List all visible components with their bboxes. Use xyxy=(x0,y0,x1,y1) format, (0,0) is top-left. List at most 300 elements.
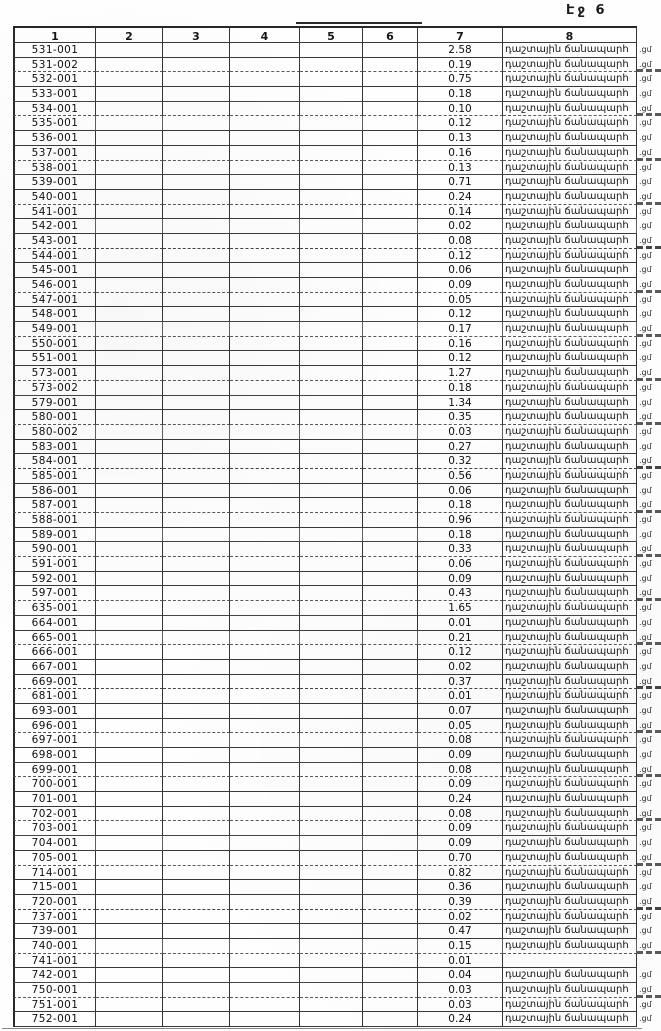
parcel-code-cell: 540-001 xyxy=(13,190,96,205)
empty-cell-col3 xyxy=(163,513,230,528)
empty-cell-col5 xyxy=(300,836,363,851)
table-row xyxy=(13,792,661,807)
parcel-code-cell: 635-001 xyxy=(13,601,96,616)
parcel-code-cell: 700-001 xyxy=(13,777,96,792)
empty-cell-col5 xyxy=(300,542,363,557)
description-cell: դաշտային ճանապարհ xyxy=(503,293,637,308)
parcel-code-cell: 740-001 xyxy=(13,939,96,954)
empty-cell-col6 xyxy=(363,425,418,440)
scan-artifact-line xyxy=(296,22,422,24)
empty-cell-col5 xyxy=(300,572,363,587)
parcel-code-cell: 587-001 xyxy=(13,498,96,513)
area-value-cell: 0.08 xyxy=(418,733,503,748)
empty-cell-col2 xyxy=(96,131,163,146)
parcel-code-cell: 588-001 xyxy=(13,513,96,528)
empty-cell-col3 xyxy=(163,821,230,836)
parcel-code-cell: 667-001 xyxy=(13,660,96,675)
area-value-cell: 0.96 xyxy=(418,513,503,528)
description-cell: դաշտային ճանապարհ xyxy=(503,161,637,176)
empty-cell-col3 xyxy=(163,410,230,425)
empty-cell-col2 xyxy=(96,161,163,176)
empty-cell-col6 xyxy=(363,263,418,278)
edge-overflow-fragment: .ցմ xyxy=(637,719,661,734)
edge-overflow-fragment: .ցմ xyxy=(639,794,652,804)
empty-cell-col5 xyxy=(300,175,363,190)
area-value-cell: 0.05 xyxy=(418,719,503,734)
empty-cell-col6 xyxy=(363,895,418,910)
description-cell: դաշտային ճանապարհ xyxy=(503,807,637,822)
column-header-1: 1 xyxy=(13,26,96,43)
empty-cell-col2 xyxy=(96,542,163,557)
empty-cell-col6 xyxy=(363,366,418,381)
area-value-cell: 0.02 xyxy=(418,219,503,234)
empty-cell-col6 xyxy=(363,968,418,983)
edge-overflow-fragment: .ցմ xyxy=(639,647,652,657)
empty-cell-col2 xyxy=(96,645,163,660)
description-cell: դաշտային ճանապարհ xyxy=(503,763,637,778)
edge-overflow-fragment: .ցմ xyxy=(639,177,652,187)
empty-cell-col5 xyxy=(300,792,363,807)
edge-overflow-fragment: .ցմ xyxy=(639,617,652,627)
empty-cell-col5 xyxy=(300,43,363,58)
empty-cell-col4 xyxy=(230,322,300,337)
parcel-code-cell: 681-001 xyxy=(13,689,96,704)
empty-cell-col2 xyxy=(96,851,163,866)
table-row xyxy=(13,924,661,939)
empty-cell-col4 xyxy=(230,72,300,87)
table-row xyxy=(13,190,661,205)
table-row xyxy=(13,278,661,293)
edge-overflow-fragment: .ցմ xyxy=(637,366,661,381)
empty-cell-col2 xyxy=(96,498,163,513)
empty-cell-col5 xyxy=(300,337,363,352)
table-row xyxy=(13,645,661,660)
empty-cell-col5 xyxy=(300,616,363,631)
parcel-code-cell: 584-001 xyxy=(13,454,96,469)
empty-cell-col6 xyxy=(363,72,418,87)
description-cell: դաշտային ճանապարհ xyxy=(503,366,637,381)
empty-cell-col2 xyxy=(96,733,163,748)
table-row xyxy=(13,939,661,954)
description-cell: դաշտային ճանապարհ xyxy=(503,131,637,146)
edge-overflow-fragment: .ցմ xyxy=(639,89,652,99)
edge-overflow-fragment: .ցմ xyxy=(637,983,661,998)
empty-cell-col2 xyxy=(96,748,163,763)
empty-cell-col3 xyxy=(163,572,230,587)
empty-cell-col3 xyxy=(163,924,230,939)
empty-cell-col2 xyxy=(96,381,163,396)
area-value-cell: 0.47 xyxy=(418,924,503,939)
empty-cell-col6 xyxy=(363,337,418,352)
parcel-code-cell: 542-001 xyxy=(13,219,96,234)
edge-overflow-fragment: .ցմ xyxy=(639,485,652,495)
empty-cell-col6 xyxy=(363,513,418,528)
area-value-cell: 0.09 xyxy=(418,278,503,293)
empty-cell-col6 xyxy=(363,1012,418,1027)
empty-cell-col5 xyxy=(300,645,363,660)
area-value-cell: 0.12 xyxy=(418,249,503,264)
edge-overflow-fragment: .ցմ xyxy=(639,221,652,231)
empty-cell-col3 xyxy=(163,190,230,205)
empty-cell-col4 xyxy=(230,939,300,954)
edge-overflow-fragment: .ցմ xyxy=(639,206,652,216)
parcel-code-cell: 536-001 xyxy=(13,131,96,146)
empty-cell-col2 xyxy=(96,410,163,425)
area-value-cell: 0.07 xyxy=(418,704,503,719)
area-value-cell: 0.09 xyxy=(418,777,503,792)
edge-overflow-fragment: .ցմ xyxy=(637,322,661,337)
empty-cell-col3 xyxy=(163,866,230,881)
table-row xyxy=(13,1012,661,1027)
empty-cell-col5 xyxy=(300,601,363,616)
description-cell: դաշտային ճանապարհ xyxy=(503,572,637,587)
empty-cell-col2 xyxy=(96,807,163,822)
description-cell: դաշտային ճանապարհ xyxy=(503,836,637,851)
parcel-code-cell: 549-001 xyxy=(13,322,96,337)
table-row xyxy=(13,719,661,734)
empty-cell-col2 xyxy=(96,763,163,778)
empty-cell-col3 xyxy=(163,586,230,601)
empty-cell-col2 xyxy=(96,704,163,719)
empty-cell-col4 xyxy=(230,219,300,234)
table-row xyxy=(13,205,661,220)
parcel-code-cell: 539-001 xyxy=(13,175,96,190)
empty-cell-col3 xyxy=(163,205,230,220)
empty-cell-col2 xyxy=(96,58,163,73)
area-value-cell: 0.08 xyxy=(418,763,503,778)
description-cell: դաշտային ճանապարհ xyxy=(503,895,637,910)
empty-cell-col5 xyxy=(300,513,363,528)
empty-cell-col2 xyxy=(96,968,163,983)
empty-cell-col2 xyxy=(96,454,163,469)
edge-overflow-fragment: .ցմ xyxy=(639,338,652,348)
description-cell: դաշտային ճանապարհ xyxy=(503,939,637,954)
description-cell: դաշտային ճանապարհ xyxy=(503,425,637,440)
edge-overflow-fragment: .ցմ xyxy=(637,410,661,425)
empty-cell-col3 xyxy=(163,939,230,954)
parcel-code-cell: 703-001 xyxy=(13,821,96,836)
area-value-cell: 0.82 xyxy=(418,866,503,881)
parcel-code-cell: 590-001 xyxy=(13,542,96,557)
description-cell: դաշտային ճանապարհ xyxy=(503,234,637,249)
empty-cell-col6 xyxy=(363,381,418,396)
parcel-code-cell: 715-001 xyxy=(13,880,96,895)
empty-cell-col5 xyxy=(300,410,363,425)
table-row xyxy=(13,131,661,146)
empty-cell-col6 xyxy=(363,322,418,337)
parcel-code-cell: 580-001 xyxy=(13,410,96,425)
empty-cell-col2 xyxy=(96,425,163,440)
edge-overflow-fragment: .ցմ xyxy=(639,529,652,539)
empty-cell-col5 xyxy=(300,821,363,836)
parcel-code-cell: 665-001 xyxy=(13,631,96,646)
description-cell: դաշտային ճանապարհ xyxy=(503,498,637,513)
column-header-6: 6 xyxy=(363,26,418,43)
edge-overflow-fragment: .ցմ xyxy=(639,882,652,892)
area-value-cell: 0.24 xyxy=(418,1012,503,1027)
empty-cell-col5 xyxy=(300,131,363,146)
empty-cell-col4 xyxy=(230,249,300,264)
parcel-code-cell: 535-001 xyxy=(13,116,96,131)
empty-cell-col4 xyxy=(230,102,300,117)
edge-overflow-fragment: .ցմ xyxy=(639,823,652,833)
parcel-code-cell: 714-001 xyxy=(13,866,96,881)
empty-cell-col4 xyxy=(230,175,300,190)
empty-cell-col6 xyxy=(363,116,418,131)
edge-overflow-fragment: .ցմ xyxy=(639,118,652,128)
description-cell: դաշտային ճանապարհ xyxy=(503,72,637,87)
empty-cell-col3 xyxy=(163,704,230,719)
parcel-code-cell: 666-001 xyxy=(13,645,96,660)
empty-cell-col5 xyxy=(300,880,363,895)
parcel-code-cell: 537-001 xyxy=(13,146,96,161)
empty-cell-col5 xyxy=(300,351,363,366)
empty-cell-col2 xyxy=(96,234,163,249)
empty-cell-col6 xyxy=(363,660,418,675)
empty-cell-col3 xyxy=(163,689,230,704)
empty-cell-col3 xyxy=(163,161,230,176)
edge-overflow-fragment: .ցմ xyxy=(639,265,652,275)
area-value-cell: 0.06 xyxy=(418,557,503,572)
empty-cell-col3 xyxy=(163,498,230,513)
description-cell: դաշտային ճանապարհ xyxy=(503,601,637,616)
edge-overflow-fragment: .ցմ xyxy=(639,603,652,613)
empty-cell-col3 xyxy=(163,278,230,293)
empty-cell-col4 xyxy=(230,675,300,690)
empty-cell-col3 xyxy=(163,910,230,925)
description-cell: դաշտային ճանապարհ xyxy=(503,528,637,543)
empty-cell-col3 xyxy=(163,660,230,675)
empty-cell-col2 xyxy=(96,557,163,572)
table-row xyxy=(13,396,661,411)
edge-overflow-fragment: .ցմ xyxy=(637,939,661,954)
empty-cell-col3 xyxy=(163,351,230,366)
empty-cell-col4 xyxy=(230,542,300,557)
table-row xyxy=(13,895,661,910)
empty-cell-col4 xyxy=(230,234,300,249)
empty-cell-col3 xyxy=(163,249,230,264)
empty-cell-col2 xyxy=(96,998,163,1013)
page-number-label: Էջ 6 xyxy=(566,3,608,18)
empty-cell-col2 xyxy=(96,777,163,792)
empty-cell-col3 xyxy=(163,777,230,792)
area-value-cell: 0.19 xyxy=(418,58,503,73)
empty-cell-col2 xyxy=(96,528,163,543)
parcel-code-cell: 531-002 xyxy=(13,58,96,73)
empty-cell-col4 xyxy=(230,777,300,792)
empty-cell-col4 xyxy=(230,763,300,778)
empty-cell-col2 xyxy=(96,278,163,293)
empty-cell-col3 xyxy=(163,719,230,734)
empty-cell-col5 xyxy=(300,851,363,866)
table-row xyxy=(13,557,661,572)
empty-cell-col6 xyxy=(363,631,418,646)
area-value-cell: 0.16 xyxy=(418,337,503,352)
table-row xyxy=(13,234,661,249)
empty-cell-col5 xyxy=(300,748,363,763)
empty-cell-col6 xyxy=(363,190,418,205)
description-cell: դաշտային ճանապարհ xyxy=(503,968,637,983)
area-value-cell: 0.06 xyxy=(418,484,503,499)
empty-cell-col4 xyxy=(230,528,300,543)
empty-cell-col4 xyxy=(230,910,300,925)
column-header-2: 2 xyxy=(96,26,163,43)
area-value-cell: 0.35 xyxy=(418,410,503,425)
table-row xyxy=(13,116,661,131)
empty-cell-col5 xyxy=(300,72,363,87)
empty-cell-col4 xyxy=(230,572,300,587)
area-value-cell: 0.14 xyxy=(418,205,503,220)
empty-cell-col6 xyxy=(363,58,418,73)
empty-cell-col3 xyxy=(163,645,230,660)
table-row xyxy=(13,484,661,499)
area-value-cell: 1.27 xyxy=(418,366,503,381)
description-cell: դաշտային ճանապարհ xyxy=(503,748,637,763)
table-row xyxy=(13,821,661,836)
empty-cell-col6 xyxy=(363,205,418,220)
area-value-cell: 0.02 xyxy=(418,660,503,675)
empty-cell-col5 xyxy=(300,425,363,440)
empty-cell-col6 xyxy=(363,87,418,102)
description-cell: դաշտային ճանապարհ xyxy=(503,542,637,557)
empty-cell-col4 xyxy=(230,307,300,322)
empty-cell-col5 xyxy=(300,939,363,954)
edge-overflow-fragment: .ցմ xyxy=(639,735,652,745)
area-value-cell: 0.12 xyxy=(418,351,503,366)
area-value-cell: 0.01 xyxy=(418,616,503,631)
table-row xyxy=(13,763,661,778)
area-value-cell: 0.03 xyxy=(418,425,503,440)
description-cell: դաշտային ճանապարհ xyxy=(503,792,637,807)
empty-cell-col5 xyxy=(300,1012,363,1027)
empty-cell-col3 xyxy=(163,542,230,557)
edge-overflow-fragment: .ցմ xyxy=(639,705,652,715)
empty-cell-col4 xyxy=(230,719,300,734)
empty-cell-col5 xyxy=(300,58,363,73)
empty-cell-col4 xyxy=(230,337,300,352)
empty-cell-col6 xyxy=(363,924,418,939)
edge-overflow-fragment: .ցմ xyxy=(639,353,652,363)
edge-overflow-fragment: .ցմ xyxy=(637,851,661,866)
area-value-cell: 0.09 xyxy=(418,572,503,587)
empty-cell-col4 xyxy=(230,851,300,866)
parcel-code-cell: 548-001 xyxy=(13,307,96,322)
empty-cell-col5 xyxy=(300,498,363,513)
table-row xyxy=(13,410,661,425)
table-row xyxy=(13,748,661,763)
empty-cell-col6 xyxy=(363,557,418,572)
empty-cell-col3 xyxy=(163,616,230,631)
empty-cell-col5 xyxy=(300,968,363,983)
empty-cell-col4 xyxy=(230,513,300,528)
empty-cell-col5 xyxy=(300,263,363,278)
empty-cell-col6 xyxy=(363,866,418,881)
description-cell: դաշտային ճանապարհ xyxy=(503,851,637,866)
empty-cell-col3 xyxy=(163,322,230,337)
empty-cell-col5 xyxy=(300,719,363,734)
description-cell: դաշտային ճանապարհ xyxy=(503,704,637,719)
empty-cell-col5 xyxy=(300,381,363,396)
empty-cell-col3 xyxy=(163,792,230,807)
empty-cell-col4 xyxy=(230,586,300,601)
edge-overflow-fragment: .ցմ xyxy=(639,970,652,980)
parcel-code-cell: 573-001 xyxy=(13,366,96,381)
empty-cell-col6 xyxy=(363,234,418,249)
empty-cell-col5 xyxy=(300,161,363,176)
empty-cell-col3 xyxy=(163,528,230,543)
table-row xyxy=(13,87,661,102)
description-cell: դաշտային ճանապարհ xyxy=(503,469,637,484)
area-value-cell: 0.24 xyxy=(418,792,503,807)
area-value-cell: 0.18 xyxy=(418,498,503,513)
empty-cell-col4 xyxy=(230,396,300,411)
area-value-cell: 0.24 xyxy=(418,190,503,205)
table-row xyxy=(13,469,661,484)
edge-overflow-fragment: .ցմ xyxy=(639,441,652,451)
edge-overflow-fragment: .ցմ xyxy=(639,926,652,936)
edge-overflow-fragment: .ցմ xyxy=(637,146,661,161)
table-row xyxy=(13,293,661,308)
empty-cell-col3 xyxy=(163,851,230,866)
edge-overflow-fragment: .ցմ xyxy=(639,250,652,260)
empty-cell-col3 xyxy=(163,425,230,440)
area-value-cell: 0.04 xyxy=(418,968,503,983)
parcel-code-cell: 699-001 xyxy=(13,763,96,778)
empty-cell-col4 xyxy=(230,498,300,513)
parcel-code-cell: 704-001 xyxy=(13,836,96,851)
description-cell: դաշտային ճանապարհ xyxy=(503,513,637,528)
empty-cell-col4 xyxy=(230,968,300,983)
empty-cell-col5 xyxy=(300,146,363,161)
parcel-code-cell: 696-001 xyxy=(13,719,96,734)
edge-overflow-fragment: .ցմ xyxy=(639,1014,652,1024)
empty-cell-col6 xyxy=(363,792,418,807)
empty-cell-col6 xyxy=(363,528,418,543)
empty-cell-col4 xyxy=(230,43,300,58)
parcel-code-cell: 532-001 xyxy=(13,72,96,87)
empty-cell-col2 xyxy=(96,469,163,484)
table-row xyxy=(13,954,661,969)
empty-cell-col6 xyxy=(363,440,418,455)
description-cell: դաշտային ճանապարհ xyxy=(503,410,637,425)
empty-cell-col2 xyxy=(96,866,163,881)
empty-cell-col5 xyxy=(300,293,363,308)
column-header-4: 4 xyxy=(230,26,300,43)
empty-cell-col3 xyxy=(163,440,230,455)
empty-cell-col4 xyxy=(230,278,300,293)
area-value-cell: 0.01 xyxy=(418,954,503,969)
table-row xyxy=(13,146,661,161)
table-row xyxy=(13,983,661,998)
empty-cell-col2 xyxy=(96,205,163,220)
empty-cell-col2 xyxy=(96,43,163,58)
edge-overflow-fragment: .ցմ xyxy=(639,74,652,84)
empty-cell-col5 xyxy=(300,249,363,264)
empty-cell-col3 xyxy=(163,366,230,381)
area-value-cell: 0.13 xyxy=(418,131,503,146)
empty-cell-col3 xyxy=(163,836,230,851)
empty-cell-col4 xyxy=(230,366,300,381)
edge-overflow-fragment: .ցմ xyxy=(639,162,652,172)
area-value-cell: 0.71 xyxy=(418,175,503,190)
empty-cell-col3 xyxy=(163,807,230,822)
edge-overflow-fragment: .ցմ xyxy=(639,45,652,54)
empty-cell-col5 xyxy=(300,631,363,646)
empty-cell-col5 xyxy=(300,733,363,748)
empty-cell-col4 xyxy=(230,410,300,425)
empty-cell-col6 xyxy=(363,998,418,1013)
empty-cell-col2 xyxy=(96,689,163,704)
